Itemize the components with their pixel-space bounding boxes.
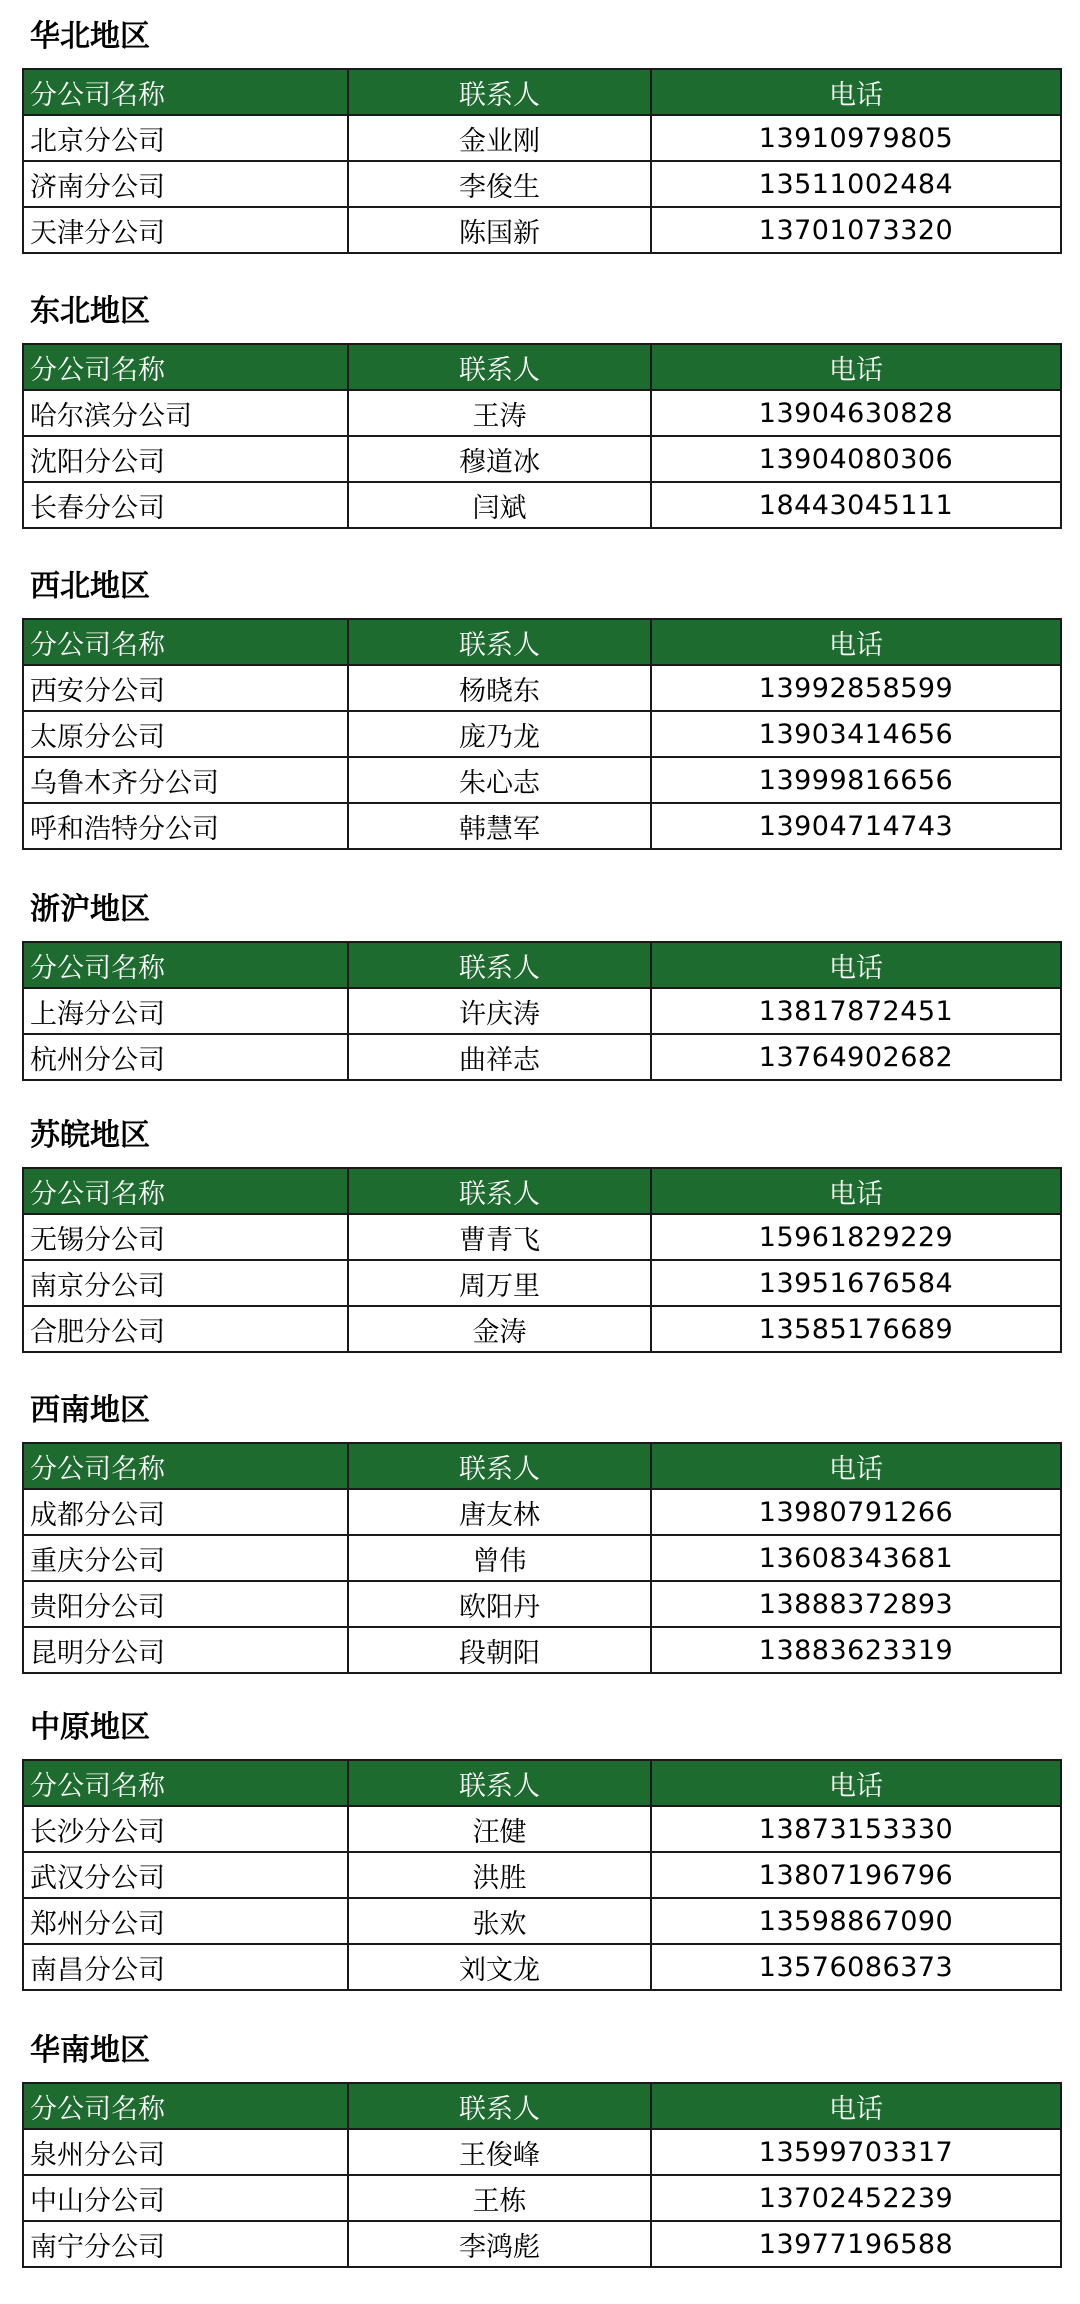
company-cell: 武汉分公司 — [23, 1852, 348, 1898]
company-cell: 哈尔滨分公司 — [23, 390, 348, 436]
region-title: 华南地区 — [30, 2033, 150, 2068]
table-row — [23, 2221, 1061, 2267]
phone-cell: 13903414656 — [651, 711, 1061, 757]
company-cell: 南宁分公司 — [23, 2221, 348, 2267]
phone-cell: 13701073320 — [651, 207, 1061, 253]
contact-cell: 王俊峰 — [348, 2129, 651, 2175]
phone-cell: 13980791266 — [651, 1489, 1061, 1535]
company-cell: 乌鲁木齐分公司 — [23, 757, 348, 803]
company-cell: 沈阳分公司 — [23, 436, 348, 482]
header-contact: 联系人 — [348, 1168, 651, 1214]
header-contact: 联系人 — [348, 942, 651, 988]
company-cell: 无锡分公司 — [23, 1214, 348, 1260]
company-cell: 北京分公司 — [23, 115, 348, 161]
phone-cell: 13992858599 — [651, 665, 1061, 711]
phone-cell: 13608343681 — [651, 1535, 1061, 1581]
phone-cell: 13599703317 — [651, 2129, 1061, 2175]
contact-cell: 刘文龙 — [348, 1944, 651, 1990]
header-phone: 电话 — [651, 69, 1061, 115]
region-title: 西北地区 — [30, 569, 150, 604]
contact-cell: 金业刚 — [348, 115, 651, 161]
phone-cell: 13585176689 — [651, 1306, 1061, 1352]
phone-cell: 13598867090 — [651, 1898, 1061, 1944]
company-cell: 长春分公司 — [23, 482, 348, 528]
phone-cell: 13817872451 — [651, 988, 1061, 1034]
table-row — [23, 1806, 1061, 1852]
header-phone: 电话 — [651, 2083, 1061, 2129]
contact-cell: 穆道冰 — [348, 436, 651, 482]
company-cell: 合肥分公司 — [23, 1306, 348, 1352]
phone-cell: 13764902682 — [651, 1034, 1061, 1080]
contact-cell: 韩慧军 — [348, 803, 651, 849]
contact-cell: 周万里 — [348, 1260, 651, 1306]
company-cell: 重庆分公司 — [23, 1535, 348, 1581]
phone-cell: 13999816656 — [651, 757, 1061, 803]
header-phone: 电话 — [651, 344, 1061, 390]
branch-table — [22, 1167, 1062, 1353]
header-company: 分公司名称 — [23, 619, 348, 665]
contact-cell: 段朝阳 — [348, 1627, 651, 1673]
region-title: 西南地区 — [30, 1393, 150, 1428]
company-cell: 贵阳分公司 — [23, 1581, 348, 1627]
company-cell: 长沙分公司 — [23, 1806, 348, 1852]
contact-cell: 陈国新 — [348, 207, 651, 253]
phone-cell: 13904630828 — [651, 390, 1061, 436]
phone-cell: 13904714743 — [651, 803, 1061, 849]
branch-table — [22, 1442, 1062, 1674]
table-row — [23, 665, 1061, 711]
phone-cell: 18443045111 — [651, 482, 1061, 528]
header-company: 分公司名称 — [23, 942, 348, 988]
header-contact: 联系人 — [348, 2083, 651, 2129]
table-row — [23, 436, 1061, 482]
table-row — [23, 1306, 1061, 1352]
header-contact: 联系人 — [348, 1443, 651, 1489]
header-phone: 电话 — [651, 619, 1061, 665]
table-row — [23, 1214, 1061, 1260]
contact-cell: 杨晓东 — [348, 665, 651, 711]
header-company: 分公司名称 — [23, 1168, 348, 1214]
contact-cell: 李鸿彪 — [348, 2221, 651, 2267]
region-title: 东北地区 — [30, 294, 150, 329]
header-company: 分公司名称 — [23, 1443, 348, 1489]
table-row — [23, 482, 1061, 528]
header-company: 分公司名称 — [23, 1760, 348, 1806]
table-row — [23, 1898, 1061, 1944]
header-company: 分公司名称 — [23, 344, 348, 390]
table-header-row — [23, 344, 1061, 390]
contact-cell: 曲祥志 — [348, 1034, 651, 1080]
table-row — [23, 803, 1061, 849]
table-header-row — [23, 942, 1061, 988]
phone-cell: 13511002484 — [651, 161, 1061, 207]
company-cell: 杭州分公司 — [23, 1034, 348, 1080]
header-phone: 电话 — [651, 1168, 1061, 1214]
region-title: 华北地区 — [30, 19, 150, 54]
company-cell: 昆明分公司 — [23, 1627, 348, 1673]
region-title: 中原地区 — [30, 1710, 150, 1745]
branch-table — [22, 2082, 1062, 2268]
phone-cell: 13873153330 — [651, 1806, 1061, 1852]
header-company: 分公司名称 — [23, 2083, 348, 2129]
table-row — [23, 390, 1061, 436]
contact-cell: 王涛 — [348, 390, 651, 436]
header-contact: 联系人 — [348, 69, 651, 115]
table-header-row — [23, 619, 1061, 665]
company-cell: 南昌分公司 — [23, 1944, 348, 1990]
table-row — [23, 1535, 1061, 1581]
phone-cell: 13883623319 — [651, 1627, 1061, 1673]
phone-cell: 13576086373 — [651, 1944, 1061, 1990]
table-header-row — [23, 2083, 1061, 2129]
contact-cell: 闫斌 — [348, 482, 651, 528]
contact-cell: 洪胜 — [348, 1852, 651, 1898]
table-row — [23, 1260, 1061, 1306]
header-company: 分公司名称 — [23, 69, 348, 115]
region-title: 浙沪地区 — [30, 892, 150, 927]
contact-cell: 唐友林 — [348, 1489, 651, 1535]
company-cell: 济南分公司 — [23, 161, 348, 207]
company-cell: 上海分公司 — [23, 988, 348, 1034]
branch-table — [22, 68, 1062, 254]
table-row — [23, 1627, 1061, 1673]
phone-cell: 13951676584 — [651, 1260, 1061, 1306]
header-contact: 联系人 — [348, 619, 651, 665]
phone-cell: 13904080306 — [651, 436, 1061, 482]
table-row — [23, 711, 1061, 757]
company-cell: 中山分公司 — [23, 2175, 348, 2221]
phone-cell: 13910979805 — [651, 115, 1061, 161]
table-row — [23, 207, 1061, 253]
table-row — [23, 2175, 1061, 2221]
header-contact: 联系人 — [348, 1760, 651, 1806]
company-cell: 成都分公司 — [23, 1489, 348, 1535]
table-row — [23, 988, 1061, 1034]
branch-table — [22, 343, 1062, 529]
header-phone: 电话 — [651, 1443, 1061, 1489]
contact-cell: 李俊生 — [348, 161, 651, 207]
header-contact: 联系人 — [348, 344, 651, 390]
phone-cell: 13807196796 — [651, 1852, 1061, 1898]
contact-cell: 朱心志 — [348, 757, 651, 803]
company-cell: 西安分公司 — [23, 665, 348, 711]
table-row — [23, 2129, 1061, 2175]
company-cell: 天津分公司 — [23, 207, 348, 253]
company-cell: 呼和浩特分公司 — [23, 803, 348, 849]
contact-cell: 王栋 — [348, 2175, 651, 2221]
branch-table — [22, 618, 1062, 850]
table-header-row — [23, 1168, 1061, 1214]
table-row — [23, 1034, 1061, 1080]
contact-cell: 张欢 — [348, 1898, 651, 1944]
header-phone: 电话 — [651, 942, 1061, 988]
contact-cell: 金涛 — [348, 1306, 651, 1352]
table-header-row — [23, 1760, 1061, 1806]
branch-table — [22, 1759, 1062, 1991]
contact-cell: 许庆涛 — [348, 988, 651, 1034]
company-cell: 泉州分公司 — [23, 2129, 348, 2175]
phone-cell: 13702452239 — [651, 2175, 1061, 2221]
table-row — [23, 115, 1061, 161]
table-row — [23, 161, 1061, 207]
table-row — [23, 1581, 1061, 1627]
phone-cell: 13977196588 — [651, 2221, 1061, 2267]
table-header-row — [23, 69, 1061, 115]
company-cell: 太原分公司 — [23, 711, 348, 757]
contact-cell: 曾伟 — [348, 1535, 651, 1581]
contact-cell: 曹青飞 — [348, 1214, 651, 1260]
company-cell: 郑州分公司 — [23, 1898, 348, 1944]
phone-cell: 13888372893 — [651, 1581, 1061, 1627]
header-phone: 电话 — [651, 1760, 1061, 1806]
table-row — [23, 1489, 1061, 1535]
contact-cell: 汪健 — [348, 1806, 651, 1852]
contact-cell: 欧阳丹 — [348, 1581, 651, 1627]
company-cell: 南京分公司 — [23, 1260, 348, 1306]
contact-cell: 庞乃龙 — [348, 711, 651, 757]
phone-cell: 15961829229 — [651, 1214, 1061, 1260]
table-header-row — [23, 1443, 1061, 1489]
branch-table — [22, 941, 1062, 1081]
table-row — [23, 757, 1061, 803]
region-title: 苏皖地区 — [30, 1118, 150, 1153]
table-row — [23, 1852, 1061, 1898]
table-row — [23, 1944, 1061, 1990]
